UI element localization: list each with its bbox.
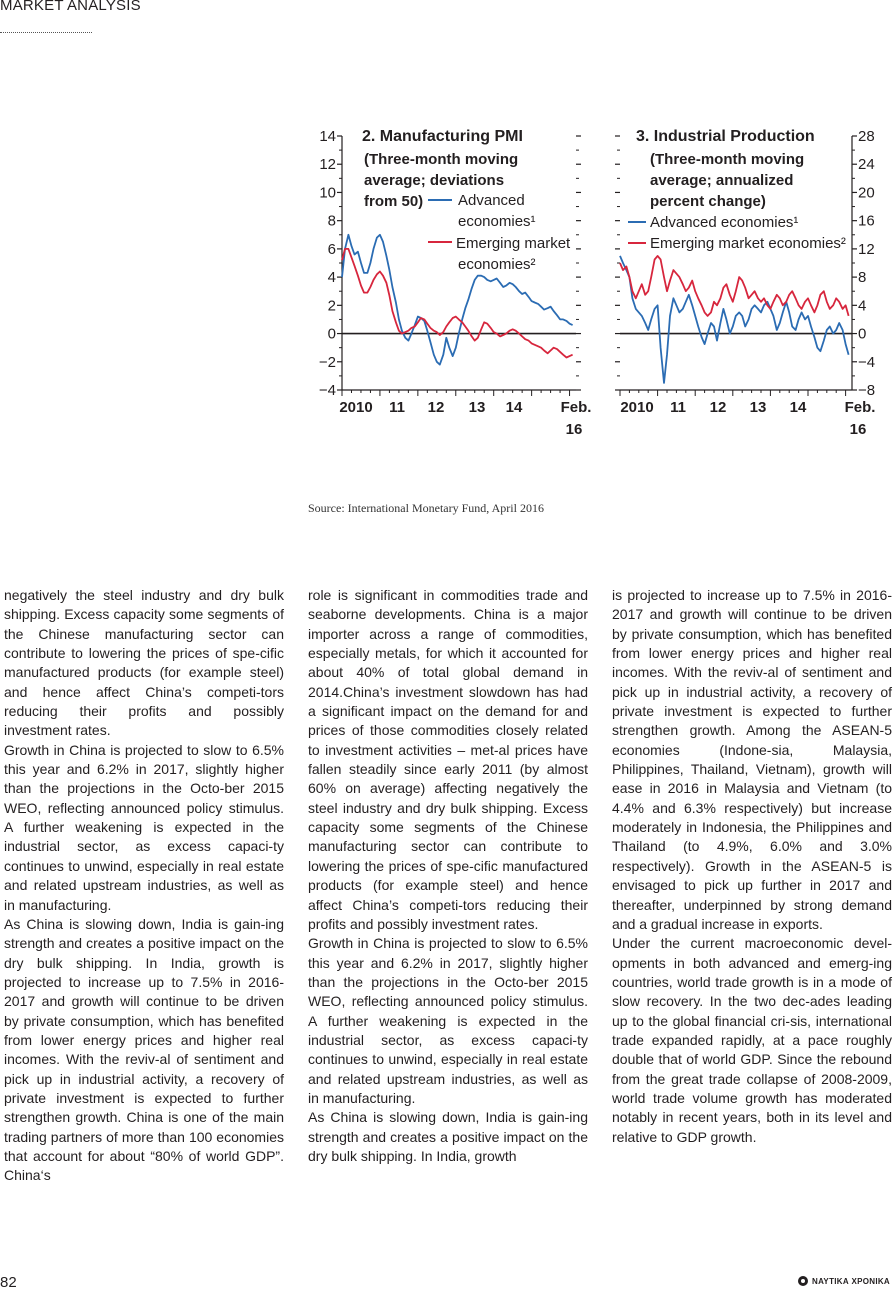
x-tick-label: 2010 xyxy=(339,399,373,416)
figure xyxy=(300,118,894,448)
brand-name: ΝΑΥΤΙΚΑ ΧΡΟΝΙΚΑ xyxy=(812,1276,890,1286)
chart-subtitle-line: percent change) xyxy=(650,193,766,210)
charts-svg xyxy=(300,118,894,448)
paragraph: Growth in China is projected to slow to 6.5% this year and 6.2% in 2017, slightly higher than the projections in the Octo-ber 2015 WEO, reflecting announced policy stimulus. A further weakening is expected in the industrial sector, as excess capaci-ty continues to unwind, especially in real estate and related upstream industries, as well as in manufacturing. xyxy=(308,935,588,1106)
x-tick-label: 11 xyxy=(389,399,405,416)
series-line-emerging xyxy=(620,256,849,316)
x-tick-label: 2010 xyxy=(620,399,654,416)
legend-label: economies¹ xyxy=(458,213,536,230)
y-tick-label: 6 xyxy=(327,240,336,258)
chart-1 xyxy=(319,128,592,438)
text-column-3 xyxy=(612,586,892,1147)
chart-subtitle-line: (Three-month moving xyxy=(650,151,805,168)
chart-2 xyxy=(615,128,875,438)
x-tick-label: Feb. xyxy=(844,399,876,416)
paragraph: role is significant in commodities trade and seaborne developments. China is a major importer across a range of commodities, especially metals, for which it accounted for about 40% of total global demand in 2014.China’s investment slowdown has had a significant impact on the demand for and prices of those commodities closely related to investment activities – met-al prices have fallen steadily since early 2011 (by almost 60% on average) affecting negatively the steel industry and dry bulk shipping. Excess capacity some segments of the Chinese manufacturing sector can contribute to lowering the prices of spe-cific manufactured products (for example steel) and hence affect China’s competi-tors reducing their profits and possibly investment rates. xyxy=(308,587,588,932)
y-tick-label: 28 xyxy=(858,128,875,145)
y-tick-label: 16 xyxy=(858,212,875,230)
legend-label: Emerging market economies² xyxy=(650,235,846,252)
y-tick-label: −8 xyxy=(858,382,876,399)
legend-label: Emerging market xyxy=(456,235,571,252)
paragraph: Growth in China is projected to slow to 6.5% this year and 6.2% in 2017, slightly higher than the projections in the Octo-ber 2015 WEO, reflecting announced policy stimulus. A further weakening is expected in the industrial sector, as excess capaci-ty continues to unwind, especially in real estate and related upstream industries, as well as in manufacturing. xyxy=(4,741,284,913)
paragraph: As China is slowing down, India is gain-ing strength and creates a positive impact on the dry bulk shipping. In India, growth is projected to increase up to 7.5% in 2016-2017 and growth will continue to be driven by private consumption, which has benefited from lower energy prices and higher real incomes. With the reviv-al of sentiment and pick up in industrial activity, a recovery of private investment is expected to further strengthen growth. China is one of the main trading partners of more than 100 economies that account for about “80% of world GDP”. China‘s xyxy=(4,915,284,1184)
y-tick-label: 10 xyxy=(319,184,336,202)
chart-subtitle-line: average; annualized xyxy=(650,172,794,189)
y-tick-label: 4 xyxy=(327,269,336,287)
chart-title: 3. Industrial Production xyxy=(636,128,815,145)
publication-brand xyxy=(798,1276,890,1286)
x-tick-label: 16 xyxy=(565,421,583,438)
y-tick-label: 24 xyxy=(858,156,875,174)
y-tick-label: 12 xyxy=(858,240,875,258)
figure-source: Source: International Monetary Fund, April 2016 xyxy=(308,501,544,515)
y-tick-label: 20 xyxy=(858,184,875,202)
y-tick-label: 0 xyxy=(327,325,336,343)
text-column-1 xyxy=(4,586,284,1186)
x-tick-label: Feb. xyxy=(560,399,592,416)
chart-subtitle-line: from 50) xyxy=(364,193,424,210)
y-tick-label: 14 xyxy=(319,128,336,145)
series-line-advanced xyxy=(620,256,849,383)
x-tick-label: 13 xyxy=(749,399,767,416)
text-column-2 xyxy=(308,586,588,1166)
chart-subtitle-line: average; deviations xyxy=(364,172,505,189)
brand-logo-icon xyxy=(798,1276,808,1286)
section-rule xyxy=(0,32,92,33)
y-tick-label: 2 xyxy=(327,297,336,315)
section-title: MARKET ANALYSIS xyxy=(0,0,141,14)
y-tick-label: 8 xyxy=(327,212,336,230)
y-tick-label: 0 xyxy=(858,325,867,343)
paragraph: negatively the steel industry and dry bulk shipping. Excess capacity some segments of the Chinese manufacturing sector can contribute to lowering the prices of spe-cific manufactured products (for example steel) and hence affect China’s competi-tors reducing their profits and possibly investment rates. xyxy=(4,587,284,739)
page-number: 82 xyxy=(0,1274,17,1291)
series-line-advanced xyxy=(342,235,573,365)
y-tick-label: −4 xyxy=(318,382,336,399)
y-tick-label: −4 xyxy=(858,353,876,371)
x-tick-label: 12 xyxy=(427,399,445,416)
x-tick-label: 12 xyxy=(709,399,727,416)
paragraph: is projected to increase up to 7.5% in 2016-2017 and growth will continue to be driven by private consumption, which has benefited from lower energy prices and higher real incomes. With the reviv-al of sentiment and pick up in industrial activity, a recovery of private investment is expected to further strengthen growth. Among the ASEAN-5 economies (Indone-sia, Malaysia, Philippines, Thailand, Vietnam), growth will ease in 2016 in Malaysia and Vietnam (to 4.4% and 6.3% respectively) but increase moderately in Indonesia, the Philippines and Thailand (to 4.9%, 6.0% and 3.0% respectively). Growth in the ASEAN-5 is envisaged to pick up further in 2017 and thereafter, underpinned by strong demand and a gradual increase in exports. xyxy=(612,587,892,932)
x-tick-label: 13 xyxy=(468,399,486,416)
paragraph: As China is slowing down, India is gain-ing strength and creates a positive impact on the dry bulk shipping. In India, growth xyxy=(308,1109,588,1164)
x-tick-label: 14 xyxy=(505,399,523,416)
legend-label: economies² xyxy=(458,256,536,273)
x-tick-label: 14 xyxy=(789,399,807,416)
legend-label: Advanced economies¹ xyxy=(650,214,799,231)
y-tick-label: −2 xyxy=(318,353,336,371)
y-tick-label: 8 xyxy=(858,269,867,287)
chart-title: 2. Manufacturing PMI xyxy=(362,128,523,145)
legend-label: Advanced xyxy=(458,192,525,209)
y-tick-label: 12 xyxy=(319,156,336,174)
x-tick-label: 11 xyxy=(670,399,686,416)
y-tick-label: 4 xyxy=(858,297,867,315)
chart-subtitle-line: (Three-month moving xyxy=(364,151,519,168)
paragraph: Under the current macroeconomic devel-opments in both advanced and emerg-ing countries, world trade growth is in a mode of slow recovery. In the two dec-ades leading up to the global financial cri-sis, international trade expanded rapidly, at a pace roughly double that of world GDP. Since the rebound from the great trade collapse of 2008-2009, world trade volume growth has moderated notably in recent years, both in its level and relative to GDP growth. xyxy=(612,935,892,1145)
x-tick-label: 16 xyxy=(849,421,867,438)
